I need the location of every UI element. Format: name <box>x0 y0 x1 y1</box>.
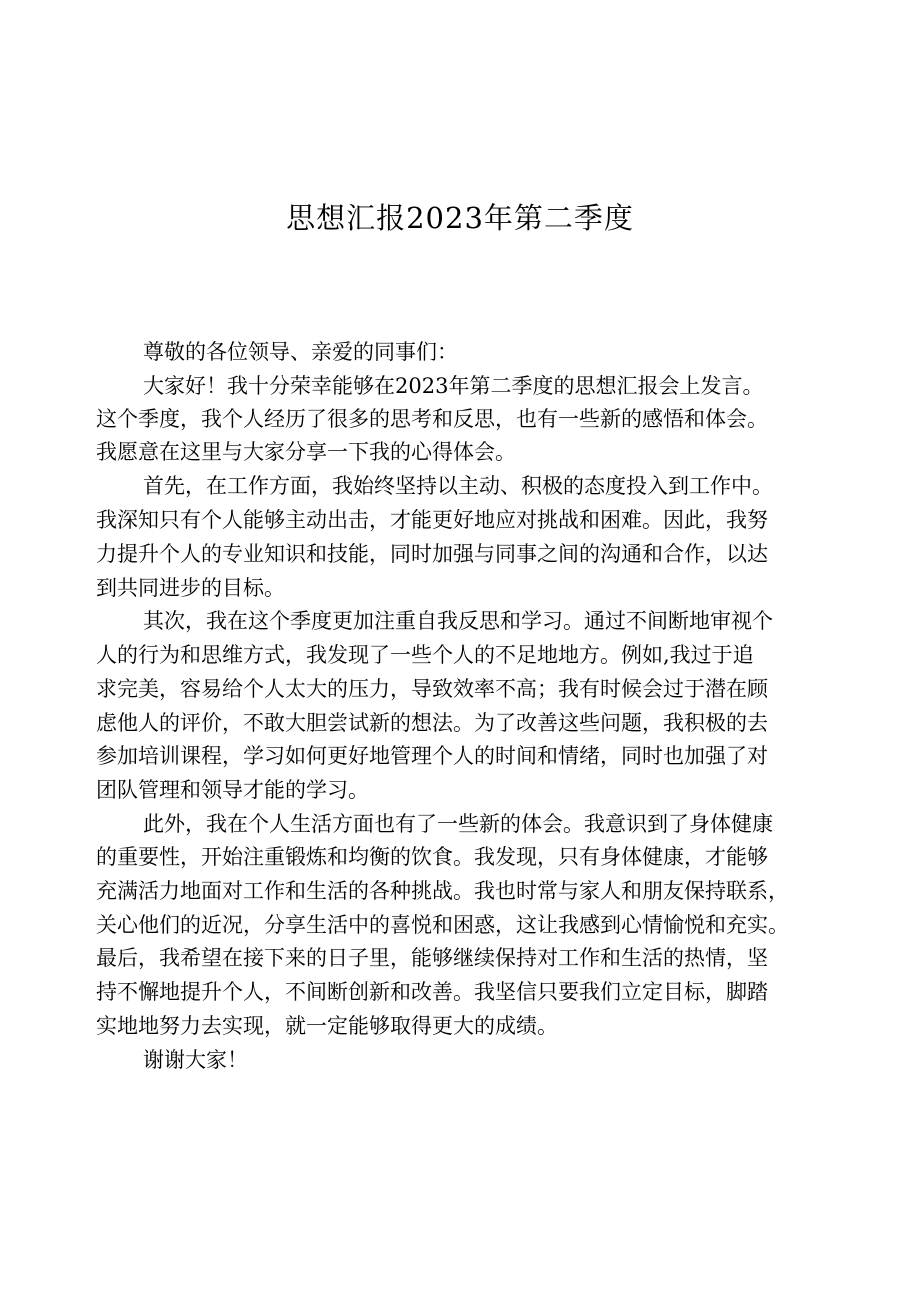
paragraph-line: 最后，我希望在接下来的日子里，能够继续保持对工作和生活的热情，坚 <box>96 946 768 970</box>
paragraph-line: 持不懈地提升个人，不间断创新和改善。我坚信只要我们立定目标，脚踏 <box>96 980 768 1004</box>
document-title: 思想汇报2023年第二季度 <box>286 201 634 235</box>
paragraph-line: 此外，我在个人生活方面也有了一些新的体会。我意识到了身体健康 <box>143 812 773 836</box>
paragraph-line: 参加培训课程，学习如何更好地管理个人的时间和情绪，同时也加强了对 <box>96 744 768 768</box>
paragraph-line: 关心他们的近况，分享生活中的喜悦和困惑，这让我感到心情愉悦和充实。 <box>96 913 789 937</box>
closing-line: 谢谢大家！ <box>143 1048 248 1072</box>
paragraph-line: 充满活力地面对工作和生活的各种挑战。我也时常与家人和朋友保持联系， <box>96 879 789 903</box>
paragraph-line: 到共同进步的目标。 <box>96 576 285 600</box>
paragraph-line: 我深知只有个人能够主动出击，才能更好地应对挑战和困难。因此，我努 <box>96 508 768 532</box>
salutation-line: 尊敬的各位领导、亲爱的同事们： <box>143 340 458 364</box>
paragraph-line: 大家好！我十分荣幸能够在2023年第二季度的思想汇报会上发言。 <box>143 374 764 398</box>
paragraph-line: 求完美，容易给个人太大的压力，导致效率不高；我有时候会过于潜在顾 <box>96 677 768 701</box>
paragraph-line: 首先，在工作方面，我始终坚持以主动、积极的态度投入到工作中。 <box>143 474 773 498</box>
paragraph-line: 虑他人的评价，不敢大胆尝试新的想法。为了改善这些问题，我积极的去 <box>96 711 768 735</box>
paragraph-line: 团队管理和领导才能的学习。 <box>96 778 369 802</box>
paragraph-line: 人的行为和思维方式，我发现了一些个人的不足地地方。例如,我过于追 <box>96 643 754 667</box>
paragraph-line: 这个季度，我个人经历了很多的思考和反思，也有一些新的感悟和体会。 <box>96 407 768 431</box>
paragraph-line: 实地地努力去实现，就一定能够取得更大的成绩。 <box>96 1014 558 1038</box>
paragraph-line: 的重要性，开始注重锻炼和均衡的饮食。我发现，只有身体健康，才能够 <box>96 845 768 869</box>
paragraph-line: 力提升个人的专业知识和技能，同时加强与同事之间的沟通和合作，以达 <box>96 542 768 566</box>
paragraph-line: 其次，我在这个季度更加注重自我反思和学习。通过不间断地审视个 <box>143 609 773 633</box>
paragraph-line: 我愿意在这里与大家分享一下我的心得体会。 <box>96 440 516 464</box>
